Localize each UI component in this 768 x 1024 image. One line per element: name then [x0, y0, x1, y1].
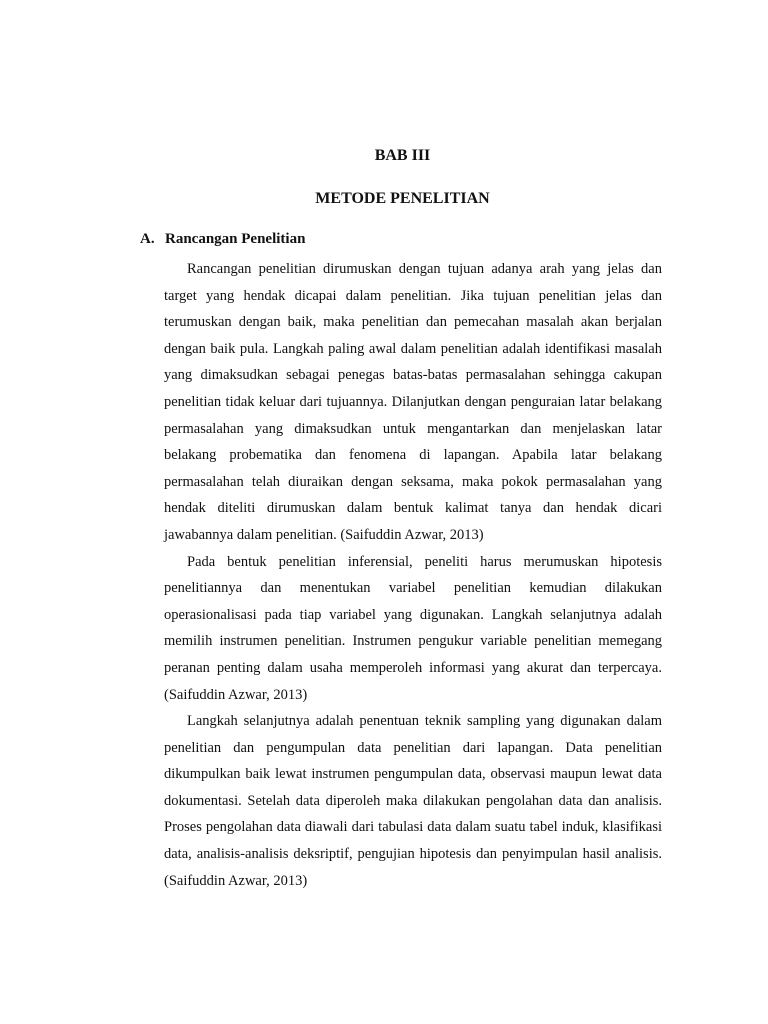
- body-text: [164, 256, 662, 894]
- paragraph-1: Rancangan penelitian dirumuskan dengan tujuan adanya arah yang jelas dan target yang hendak dicapai dalam penelitian. Jika tujuan penelitian jelas dan terumuskan dengan baik, maka penelitian dan pemecahan masalah akan berjalan dengan baik pula. Langkah paling awal dalam penelitian adalah identifikasi masalah yang dimaksudkan sebagai penegas batas-batas permasalahan sehingga cakupan penelitian tidak keluar dari tujuannya. Dilanjutkan dengan penguraian latar belakang permasalahan yang dimaksudkan untuk mengantarkan dan menjelaskan latar belakang probematika dan fenomena di lapangan. Apabila latar belakang permasalahan telah diuraikan dengan seksama, maka pokok permasalahan yang hendak diteliti dirumuskan dalam bentuk kalimat tanya dan hendak dicari jawabannya dalam penelitian. (Saifuddin Azwar, 2013): [164, 261, 662, 543]
- paragraph-3: Langkah selanjutnya adalah penentuan teknik sampling yang digunakan dalam penelitian dan pengumpulan data penelitian dari lapangan. Data penelitian dikumpulkan baik lewat instrumen pengumpulan data, observasi maupun lewat data dokumentasi. Setelah data diperoleh maka dilakukan pengolahan data dan analisis. Proses pengolahan data diawali dari tabulasi data dalam suatu tabel induk, klasifikasi data, analisis-analisis deksriptif, pengujian hipotesis dan penyimpulan hasil analisis. (Saifuddin Azwar, 2013): [164, 713, 662, 889]
- chapter-title: METODE PENELITIAN: [315, 190, 490, 207]
- section-heading: [140, 231, 305, 248]
- section-letter: A.: [140, 231, 155, 247]
- paragraph-2: Pada bentuk penelitian inferensial, peneliti harus merumuskan hipotesis penelitiannya dan menentukan variabel penelitian kemudian dilakukan operasionalisasi pada tiap variabel yang digunakan. Langkah selanjutnya adalah memilih instrumen penelitian. Instrumen pengukur variable penelitian memegang peranan penting dalam usaha memperoleh informasi yang akurat dan terpercaya. (Saifuddin Azwar, 2013): [164, 553, 662, 703]
- section-title: Rancangan Penelitian: [165, 231, 306, 247]
- chapter-number: BAB III: [374, 147, 431, 164]
